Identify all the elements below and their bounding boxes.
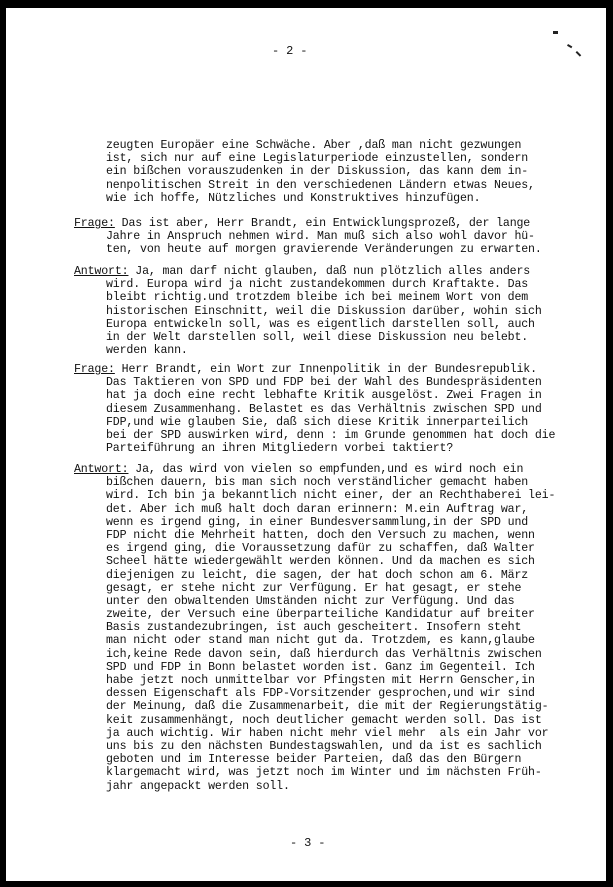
text-line: dessen Eigenschaft als FDP-Vorsitzender gesprochen,und wir sind: [106, 687, 535, 701]
text-line: det. Aber ich muß halt doch daran erinnern: M.ein Auftrag war,: [106, 502, 529, 516]
text-line: hat ja doch eine recht lebhafte Kritik ausgelöst. Zwei Fragen in: [106, 389, 542, 403]
text-line: [74, 363, 589, 376]
answer-paragraph: [74, 265, 589, 357]
text-line: zweite, der Versuch eine überparteiliche Kandidatur auf breiter: [106, 608, 535, 622]
text-line: Jahre in Anspruch nehmen wird. Man muß sich also wohl davor hü-: [106, 230, 535, 244]
text-line: werden kann.: [106, 344, 188, 358]
text-line-content: Ja, man darf nicht glauben, daß nun plötzlich alles anders: [128, 265, 531, 278]
text-line: unter den obwaltenden Umständen nicht zur Verfügung. Und das: [106, 594, 515, 608]
text-line: FDP nicht die Mehrheit hatten, doch den Versuch zu machen, wenn: [106, 528, 535, 542]
text-line: Parteiführung an ihren Mitgliedern vorbei taktiert?: [106, 442, 454, 456]
document-page: [6, 8, 606, 881]
text-line: [74, 217, 589, 230]
text-line: diesem Zusammenhang. Belastet es das Verhältnis zwischen SPD und: [106, 402, 542, 416]
text-line-content: Herr Brandt, ein Wort zur Innenpolitik in der Bundesrepublik.: [114, 363, 537, 376]
text-line: bißchen dauern, bis man sich noch verständlicher gemacht haben: [106, 476, 529, 490]
text-line: zeugten Europäer eine Schwäche. Aber ,daß man nicht gezwungen: [106, 139, 522, 152]
text-line: [74, 463, 589, 476]
text-line: ja auch wichtig. Wir haben nicht mehr viel mehr als ein Jahr vor: [106, 726, 549, 740]
speaker-label: Frage:: [74, 363, 115, 376]
text-line: diejenigen zu leicht, die sagen, der hat doch schon am 6. März: [106, 568, 529, 582]
text-line: Das Taktieren von SPD und FDP bei der Wahl des Bundespräsidenten: [106, 376, 542, 390]
text-line: historischen Einschnitt, weil die Diskussion darüber, wohin sich: [106, 304, 542, 318]
speaker-label: Antwort:: [74, 265, 129, 278]
text-line: wird. Europa wird ja nicht zustandekommen durch Kraftakte. Das: [106, 278, 529, 292]
text-line: keit zusammenhängt, noch deutlicher gemacht werden soll. Das ist: [106, 713, 542, 727]
text-line: gesagt, er stehe nicht zur Verfügung. Er hat gesagt, er stehe: [106, 581, 522, 595]
page-number-bottom: - 3 -: [290, 836, 326, 850]
text-line: ein bißchen vorauszudenken in der Diskussion, das kann dem in-: [106, 165, 529, 179]
text-line: bleibt richtig.und trotzdem bleibe ich bei meinem Wort von dem: [106, 291, 529, 305]
text-line: man nicht oder stand man nicht gut da. Trotzdem, es kann,glaube: [106, 634, 535, 648]
text-line: uns bis zu den nächsten Bundestagswahlen, und da ist es sachlich: [106, 739, 542, 753]
text-line: der Meinung, daß die Zusammenarbeit, die mit der Regierungstätig-: [106, 700, 549, 714]
text-line: in der Welt darstellen soll, weil diese Diskussion neu belebt.: [106, 330, 529, 344]
text-line: es irgend ging, die Voraussetzung dafür zu schaffen, daß Walter: [106, 542, 535, 556]
scan-mark: [567, 44, 572, 48]
text-line: habe jetzt noch unmittelbar vor Pfingsten mit Herrn Genscher,in: [106, 674, 535, 687]
speaker-label: Frage:: [74, 217, 115, 230]
text-line: SPD und FDP in Bonn belastet worden ist. Ganz im Gegenteil. Ich: [106, 660, 535, 674]
text-line: ich,keine Rede davon sein, daß hierdurch das Verhältnis zwischen: [106, 647, 542, 661]
text-line: jahr angepackt werden soll.: [106, 779, 290, 793]
text-line: Europa entwickeln soll, was es eigentlich darstellen soll, auch: [106, 317, 535, 331]
question-paragraph: [74, 363, 589, 455]
question-paragraph: [74, 217, 589, 257]
scan-mark: [576, 51, 582, 57]
text-line: wie ich hoffe, Nützliches und Konstruktives hinzufügen.: [106, 191, 481, 205]
text-line: wird. Ich bin ja bekanntlich nicht einer, der an Rechthaberei lei-: [106, 489, 556, 503]
answer-paragraph: [74, 463, 589, 793]
text-line: FDP,und wie glauben Sie, daß sich diese Kritik innerparteilich: [106, 415, 529, 429]
paragraph-continuation: [74, 139, 589, 205]
text-line: bei der SPD auswirken wird, denn : im Grunde genommen hat doch die: [106, 428, 556, 442]
text-line: Basis zustandezubringen, ist auch gescheitert. Insofern steht: [106, 621, 522, 635]
text-line-content: Das ist aber, Herr Brandt, ein Entwicklungsprozeß, der lange: [114, 217, 531, 230]
text-line: wenn es irgend ging, in einer Bundesversammlung,in der SPD und: [106, 515, 529, 529]
scan-mark: [553, 31, 558, 34]
text-line: ist, sich nur auf eine Legislaturperiode einzustellen, sondern: [106, 152, 529, 166]
text-line: nenpolitischen Streit in den verschiedenen Ländern etwas Neues,: [106, 178, 535, 192]
text-line: klargemacht wird, was jetzt noch im Winter und im nächsten Früh-: [106, 766, 542, 780]
text-line: Scheel hätte wiedergewählt werden können. Und da machen es sich: [106, 555, 535, 569]
text-line-content: Ja, das wird von vielen so empfunden,und es wird noch ein: [128, 463, 524, 476]
text-line: ten, von heute auf morgen gravierende Veränderungen zu erwarten.: [106, 243, 542, 257]
text-line: geboten und im Interesse beider Parteien, daß das den Bürgern: [106, 753, 522, 767]
page-number-top: - 2 -: [272, 44, 308, 58]
speaker-label: Antwort:: [74, 463, 129, 476]
text-line: [74, 265, 589, 278]
